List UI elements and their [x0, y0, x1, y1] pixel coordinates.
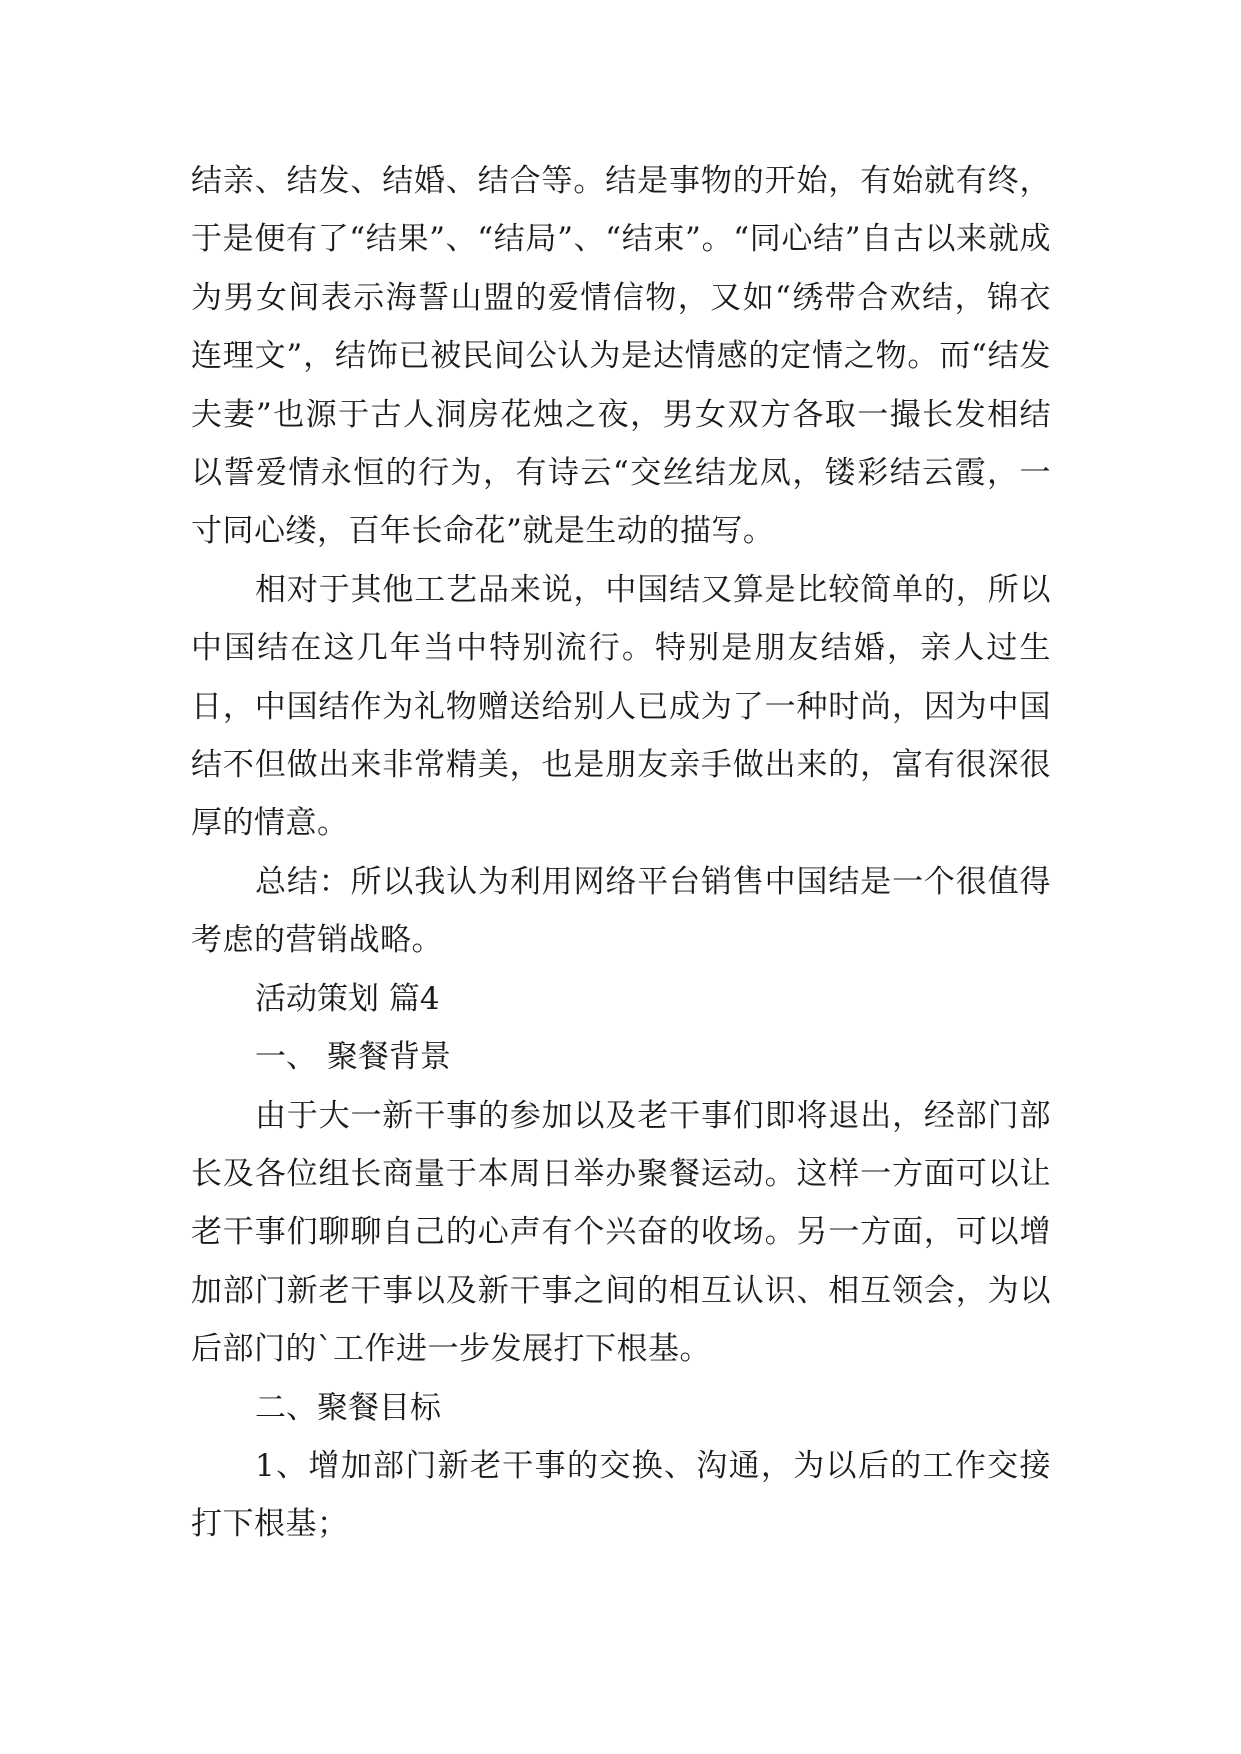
paragraph-marriage-symbolism: 结亲、结发、结婚、结合等。结是事物的开始，有始就有终，于是便有了“结果”、“结局”、“结束”。“同心结”自古以来就成为男女间表示海誓山盟的爱情信物，又如“绣带合欢结，锦衣连理文”，结饰已被民间公认为是达情感的定情之物。而“结发夫妻”也源于古人洞房花烛之夜，男女双方各取一撮长发相结以誓爱情永恒的行为，有诗云“交丝结龙凤，镂彩结云霞，一寸同心缕，百年长命花”就是生动的描写。 — [191, 163, 1051, 550]
paragraph-summary: 总结：所以我认为利用网络平台销售中国结是一个很值得考虑的营销战略。 — [191, 863, 1051, 959]
heading-dinner-background: 一、 聚餐背景 — [255, 1039, 451, 1076]
document-body — [191, 152, 1051, 1554]
paragraph-popularity: 相对于其他工艺品来说，中国结又算是比较简单的，所以中国结在这几年当中特别流行。特别是朋友结婚，亲人过生日，中国结作为礼物赠送给别人已成为了一种时尚，因为中国结不但做出来非常精美，也是朋友亲手做出来的，富有很深很厚的情意。 — [191, 571, 1051, 842]
list-item-goal-1: 1、增加部门新老干事的交换、沟通，为以后的工作交接打下根基； — [191, 1447, 1051, 1543]
section-title-activity-plan-4: 活动策划 篇4 — [255, 980, 440, 1017]
paragraph-dinner-background: 由于大一新干事的参加以及老干事们即将退出，经部门部长及各位组长商量于本周日举办聚餐运动。这样一方面可以让老干事们聊聊自己的心声有个兴奋的收场。另一方面，可以增加部门新老干事以及新干事之间的相互认识、相互领会，为以后部门的`工作进一步发展打下根基。 — [191, 1097, 1051, 1368]
heading-dinner-goals: 二、聚餐目标 — [255, 1389, 441, 1426]
